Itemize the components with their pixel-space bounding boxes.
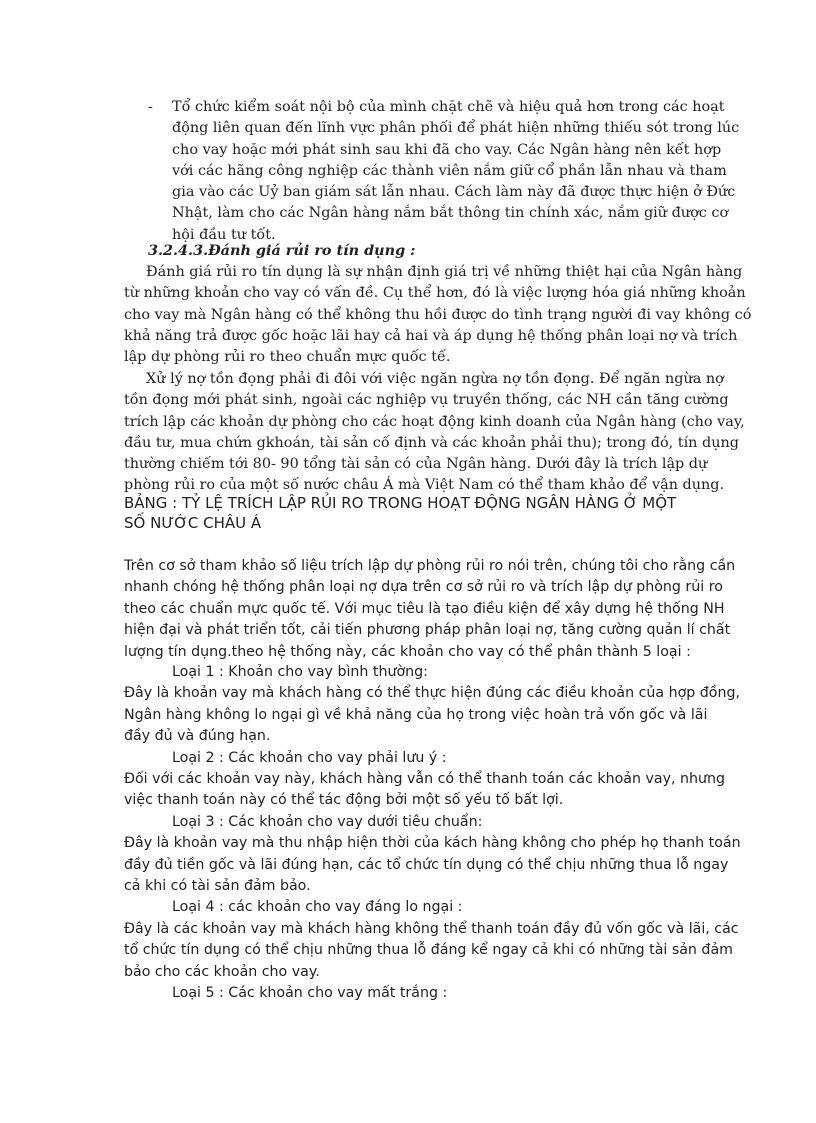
text-line: BẢNG : TỶ LỆ TRÍCH LẬP RỦI RO TRONG HOẠT ĐỘNG NGÂN HÀNG Ở MỘT (124, 494, 677, 512)
text-line: Nhật, làm cho các Ngân hàng nắm bắt thông tin chính xác, nắm giữ được cơ (172, 205, 729, 222)
text-line: Đối với các khoản vay này, khách hàng vẫn có thể thanh toán các khoản vay, nhưng (124, 771, 725, 788)
text-line: Tổ chức kiểm soát nội bộ của mình chặt chẽ và hiệu quả hơn trong các hoạt (172, 99, 725, 115)
text-line: lượng tín dụng.theo hệ thống này, các khoản cho vay có thể phân thành 5 loại : (124, 643, 691, 660)
paragraph-risk-assessment (124, 262, 752, 368)
loan-3-desc (124, 833, 741, 897)
text-line: với các hãng công nghiệp các thành viên nắm giữ cổ phần lẫn nhau và tham (172, 162, 727, 179)
table-title (124, 493, 704, 534)
text-line: cho vay mà Ngân hàng có thể không thu hồi được do tình trạng người đi vay không có (124, 306, 752, 323)
text-line: Đây là khoản vay mà thu nhập hiện thời của kách hàng không cho phép họ thanh toán (124, 835, 741, 852)
loan-1-desc (124, 683, 740, 747)
text-line: Đây là khoản vay mà khách hàng có thể thực hiện đúng các điều khoản của hợp đồng, (124, 685, 740, 702)
text-line: theo các chuẩn mực quốc tế. Với mục tiêu là tạo điều kiện để xây dựng hệ thống NH (124, 600, 725, 617)
loan-4-desc (124, 919, 739, 983)
text-line: SỐ NƯỚC CHÂU Á (124, 514, 262, 533)
paragraph-debt-handling (124, 369, 745, 497)
text-line: cả khi có tài sản đảm bảo. (124, 878, 311, 895)
text-line: phòng rủi ro của một số nước châu Á mà Việt Nam có thể tham khảo để vận dụng. (124, 477, 725, 494)
loan-categories (124, 662, 741, 1005)
section-heading: 3.2.4.3.Đánh giá rủi ro tín dụng : (148, 242, 416, 259)
text-line: hội đầu tư tốt. (172, 226, 276, 243)
text-line: bảo cho các khoản cho vay. (124, 963, 320, 980)
text-line: tổ chức tín dụng có thể chịu những thua lỗ đáng kể ngay cả khi có những tài sản đảm (124, 942, 733, 959)
text-line: trích lập các khoản dự phòng cho các hoạt động kinh doanh của Ngân hàng (cho vay, (124, 413, 745, 430)
text-line: nhanh chóng hệ thống phân loại nợ dựa trên cơ sở rủi ro và trích lập dự phòng rủi ro (124, 579, 723, 596)
loan-4-title: Loại 4 : các khoản cho vay đáng lo ngại : (172, 899, 463, 916)
text-line: Xử lý nợ tồn đọng phải đi đôi với việc ngăn ngừa nợ tồn đọng. Để ngăn ngừa nợ (146, 371, 724, 387)
bullet-paragraph (172, 97, 740, 246)
text-line: khả năng trả được gốc hoặc lãi hay cả hai và áp dụng hệ thống phân loại nợ và trích (124, 327, 738, 344)
text-line: hiện đại và phát triển tốt, cải tiến phương pháp phân loại nợ, tăng cường quản lí chất (124, 622, 731, 639)
text-line: Đánh giá rủi ro tín dụng là sự nhận định giá trị về những thiệt hại của Ngân hàng (146, 264, 743, 280)
loan-2-desc (124, 769, 725, 812)
bullet-marker: - (148, 99, 153, 115)
loan-3-title: Loại 3 : Các khoản cho vay dưới tiêu chuẩn: (172, 813, 483, 830)
text-line: tồn đọng mới phát sinh, ngoài các nghiệp vụ truyền thống, các NH cần tăng cường (124, 392, 729, 409)
text-line: đầy đủ tiền gốc và lãi đúng hạn, các tổ chức tín dụng có thể chịu những thua lỗ ngay (124, 856, 729, 873)
text-line: động liên quan đến lĩnh vực phân phối để phát hiện những thiếu sót trong lúc (172, 120, 740, 137)
loan-2-title: Loại 2 : Các khoản cho vay phải lưu ý : (172, 749, 447, 766)
text-line: cho vay hoặc mới phát sinh sau khi đã cho vay. Các Ngân hàng nên kết hợp (172, 141, 722, 158)
text-line: gia vào các Uỷ ban giám sát lẫn nhau. Cách làm này đã được thực hiện ở Đức (172, 184, 736, 201)
text-line: đầu tư, mua chứn gkhoán, tài sản cố định và các khoản phải thu); trong đó, tín dụng (124, 434, 739, 451)
text-line: từ những khoản cho vay có vấn đề. Cụ thể hơn, đó là việc lượng hóa giá những khoản (124, 285, 746, 302)
loan-1-title: Loại 1 : Khoản cho vay bình thường: (172, 664, 428, 680)
text-line: Đây là các khoản vay mà khách hàng không thể thanh toán đầy đủ vốn gốc và lãi, các (124, 920, 739, 937)
text-line: đầy đủ và đúng hạn. (124, 728, 271, 745)
text-line: lập dự phòng rủi ro theo chuẩn mực quốc tế. (124, 349, 451, 366)
loan-5-title: Loại 5 : Các khoản cho vay mất trắng : (172, 985, 448, 1002)
text-line: Trên cơ sở tham khảo số liệu trích lập dự phòng rủi ro nói trên, chúng tôi cho rằng cần (124, 558, 736, 574)
paragraph-classification (124, 556, 736, 663)
text-line: việc thanh toán này có thể tác động bởi một số yếu tố bất lợi. (124, 792, 564, 809)
text-line: thường chiếm tới 80- 90 tổng tài sản có của Ngân hàng. Dưới đây là trích lập dự (124, 456, 708, 473)
text-line: Ngân hàng không lo ngại gì về khả năng của họ trong việc hoàn trả vốn gốc và lãi (124, 706, 708, 723)
